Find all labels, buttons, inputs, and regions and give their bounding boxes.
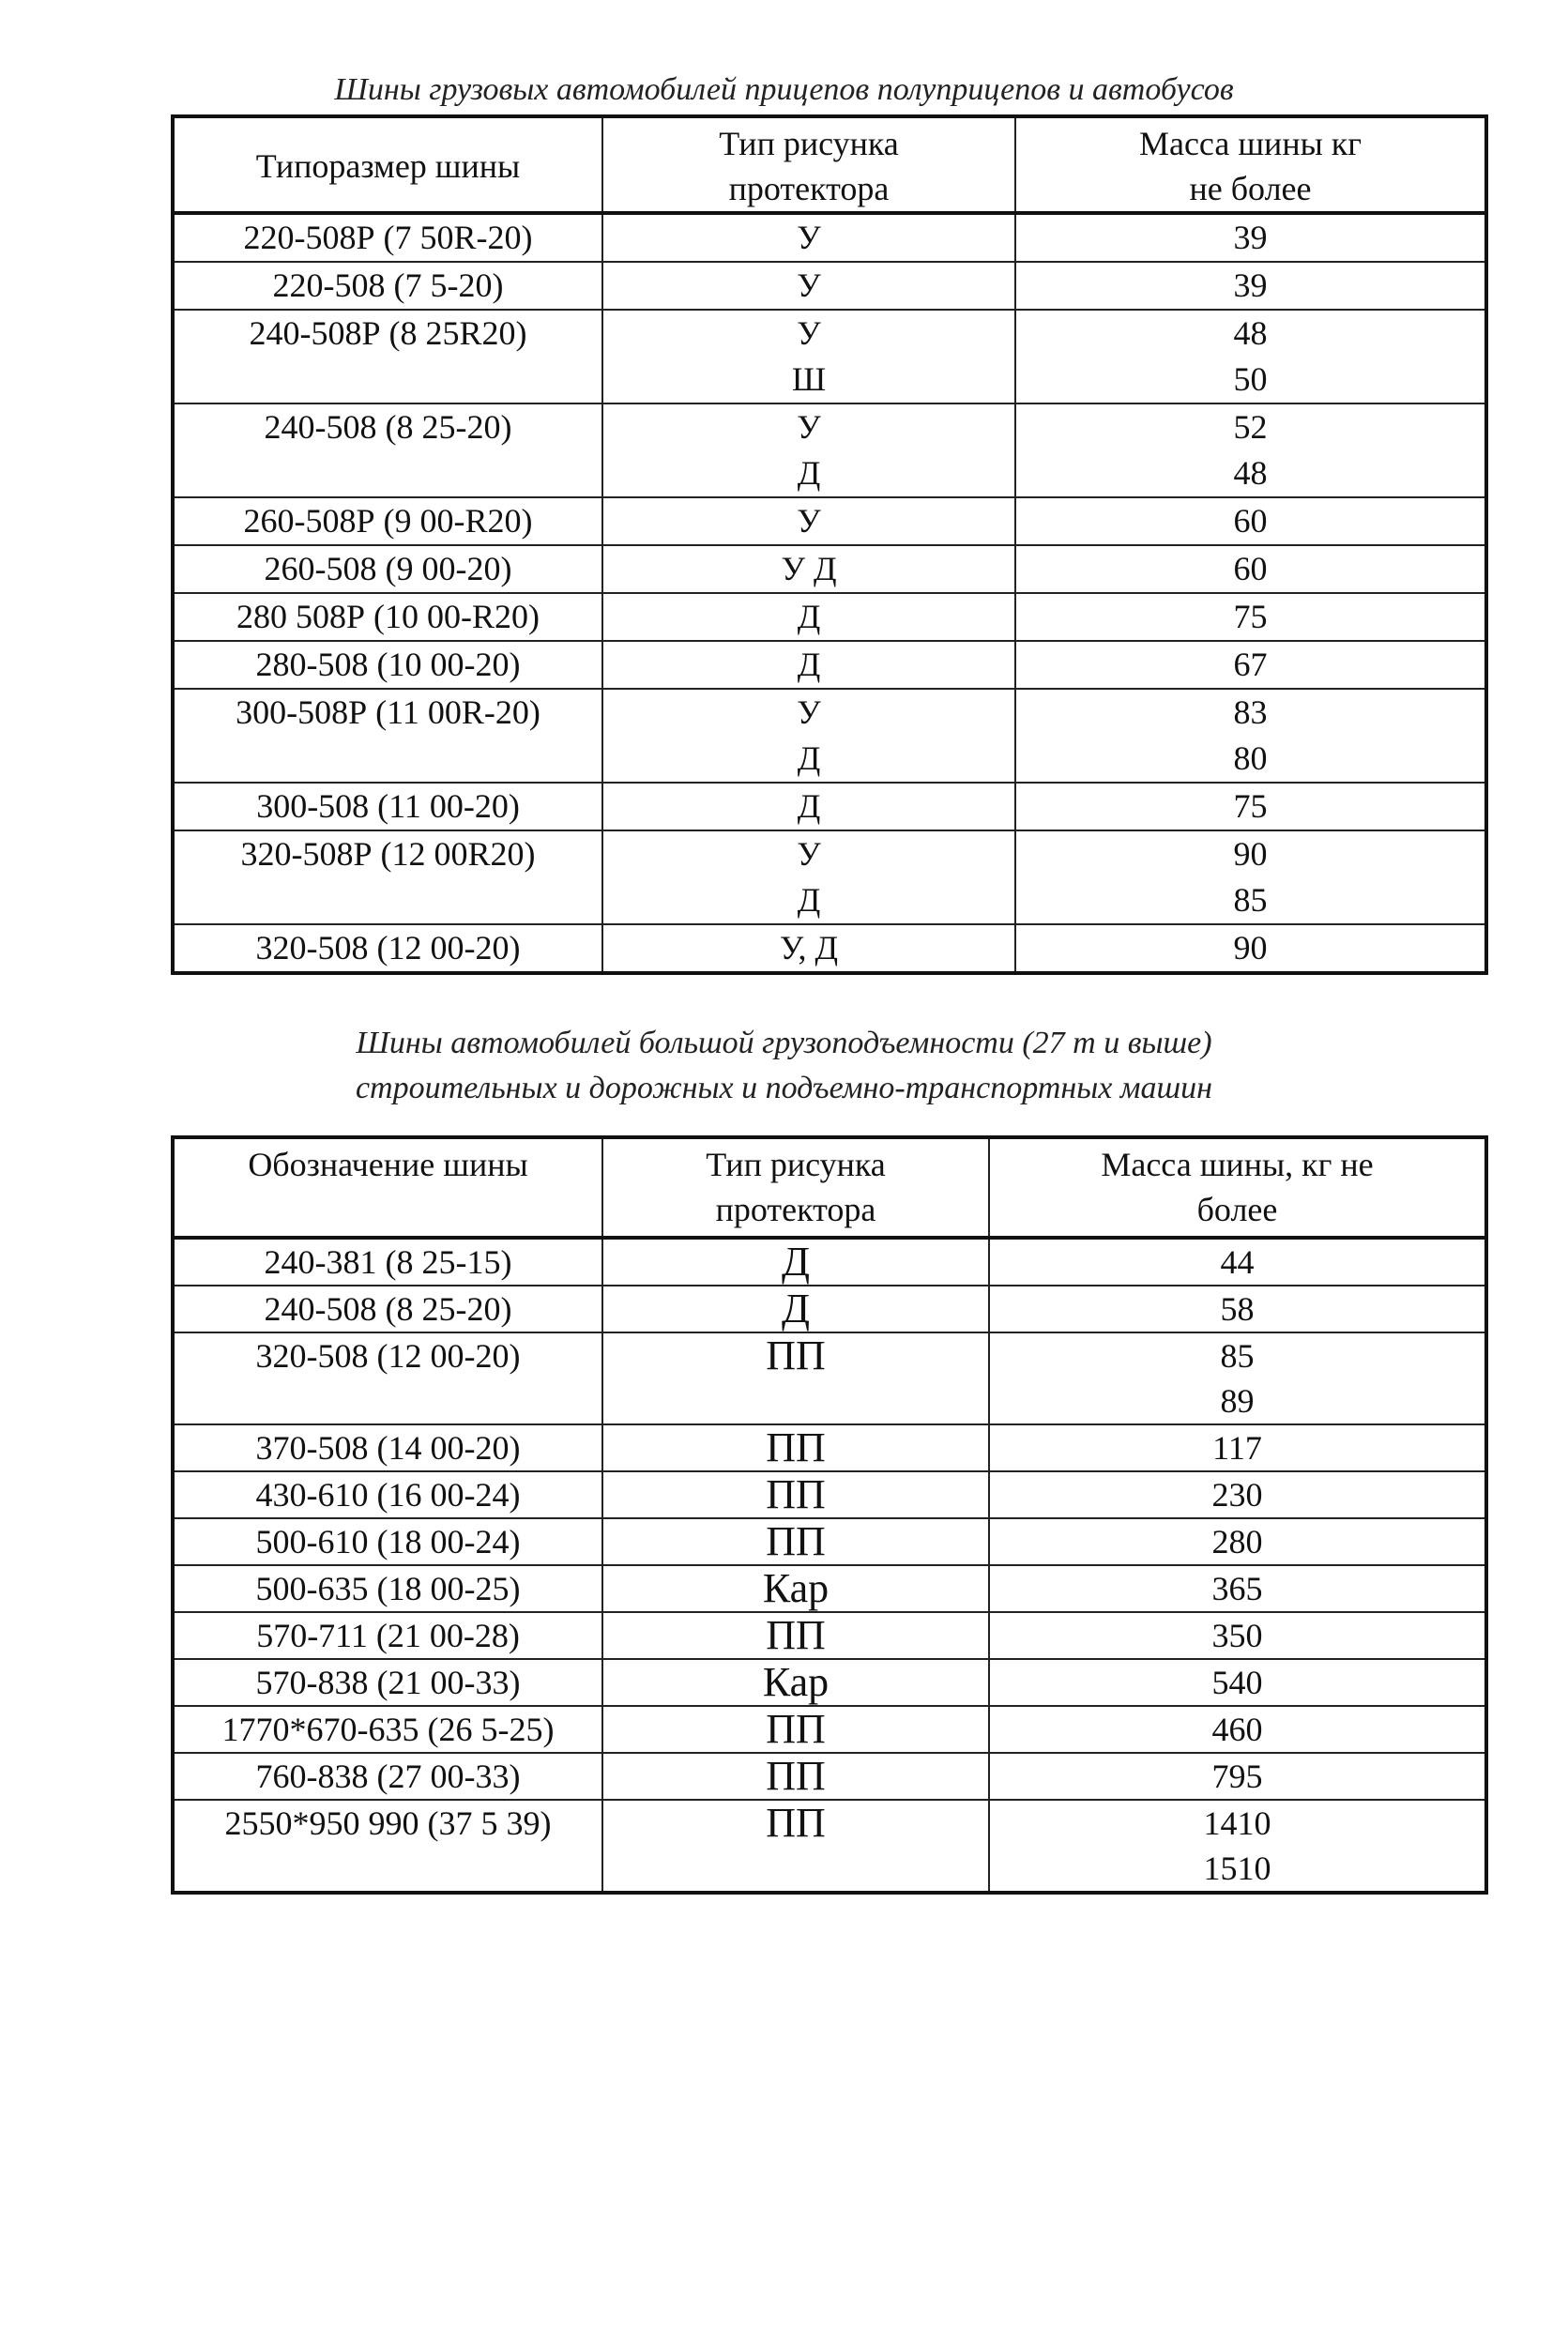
header-mass: Масса шины кг не более xyxy=(1015,116,1486,213)
mass-value: 39 xyxy=(1233,266,1268,304)
table1-caption: Шины грузовых автомобилей прицепов полуприцепов и автобусов xyxy=(334,72,1234,107)
tread-type-value: ПП xyxy=(766,1518,826,1564)
mass-value: 460 xyxy=(1211,1711,1263,1748)
heavy-vehicles-tire-table xyxy=(171,1135,1488,1895)
tire-size-cell: 240-381 (8 25-15) xyxy=(173,1238,602,1286)
table-row xyxy=(173,1424,1486,1471)
table-row xyxy=(173,924,1486,973)
table-body xyxy=(173,213,1486,973)
mass-value: 230 xyxy=(1211,1476,1263,1514)
mass-cell xyxy=(1015,545,1486,593)
table-row xyxy=(173,1706,1486,1753)
tread-type-cell xyxy=(602,830,1015,924)
tire-size-cell: 260-508 (9 00-20) xyxy=(173,545,602,593)
mass-cell xyxy=(1015,641,1486,689)
table-row xyxy=(173,497,1486,545)
mass-value: 44 xyxy=(1220,1243,1255,1281)
header-tread-type: Тип рисунка протектора xyxy=(602,1137,989,1238)
mass-value: 52 xyxy=(1233,408,1268,446)
tire-size-cell: 260-508Р (9 00-R20) xyxy=(173,497,602,545)
table-header-row xyxy=(173,116,1486,213)
table-row xyxy=(173,310,1486,403)
header-mass: Масса шины, кг не более xyxy=(989,1137,1486,1238)
table-row xyxy=(173,1238,1486,1286)
tire-size-cell: 2550*950 990 (37 5 39) xyxy=(173,1800,602,1893)
mass-value: 75 xyxy=(1233,598,1268,635)
tread-type-value: ПП xyxy=(766,1753,826,1799)
tread-type-cell xyxy=(602,403,1015,497)
header-size: Типоразмер шины xyxy=(173,116,602,213)
mass-cell xyxy=(1015,689,1486,783)
tire-size-cell: 500-635 (18 00-25) xyxy=(173,1565,602,1612)
tread-type-value: ПП xyxy=(766,1800,826,1846)
tread-type-value: Д xyxy=(797,646,821,683)
tread-type-value: ПП xyxy=(766,1424,826,1470)
tread-type-value: ПП xyxy=(766,1612,826,1658)
mass-value: 90 xyxy=(1233,835,1268,873)
table-row xyxy=(173,1659,1486,1706)
tread-type-cell xyxy=(602,593,1015,641)
table-row xyxy=(173,1332,1486,1424)
mass-cell xyxy=(989,1424,1486,1471)
mass-cell xyxy=(1015,830,1486,924)
tread-type-cell xyxy=(602,1800,989,1893)
table-row xyxy=(173,1518,1486,1565)
table-row xyxy=(173,1286,1486,1332)
tread-type-value: У xyxy=(797,693,821,731)
tread-type-cell xyxy=(602,1518,989,1565)
header-tread-type: Тип рисунка протектора xyxy=(602,116,1015,213)
mass-value: 60 xyxy=(1233,550,1268,587)
mass-value: 1410 xyxy=(1203,1804,1271,1842)
mass-value: 85 xyxy=(1220,1337,1255,1375)
mass-cell xyxy=(989,1238,1486,1286)
tread-type-cell xyxy=(602,689,1015,783)
tread-type-value: У xyxy=(797,314,821,352)
mass-value: 365 xyxy=(1211,1570,1263,1607)
tire-size-cell: 1770*670-635 (26 5-25) xyxy=(173,1706,602,1753)
tread-type-cell xyxy=(602,1565,989,1612)
table2-caption-line1: Шины автомобилей большой грузоподъемности (27 т и выше) xyxy=(356,1026,1212,1060)
tread-type-value: Д xyxy=(797,787,821,825)
tread-type-value: Ш xyxy=(791,360,827,398)
tread-type-cell xyxy=(602,1753,989,1800)
mass-value: 83 xyxy=(1233,693,1268,731)
table-row xyxy=(173,593,1486,641)
table-row xyxy=(173,1471,1486,1518)
tire-size-cell: 320-508Р (12 00R20) xyxy=(173,830,602,924)
tread-type-value: Д xyxy=(797,739,821,777)
tread-type-value: ПП xyxy=(766,1471,826,1517)
tread-type-value: Д xyxy=(781,1239,810,1285)
mass-value: 280 xyxy=(1211,1523,1263,1560)
mass-cell xyxy=(1015,310,1486,403)
mass-cell xyxy=(989,1659,1486,1706)
tread-type-cell xyxy=(602,641,1015,689)
tread-type-value: У, Д xyxy=(779,929,839,967)
table-row xyxy=(173,1565,1486,1612)
table-row xyxy=(173,1753,1486,1800)
tread-type-cell xyxy=(602,1706,989,1753)
mass-cell xyxy=(989,1800,1486,1893)
mass-value: 350 xyxy=(1211,1617,1263,1654)
tread-type-value: Д xyxy=(797,598,821,635)
table-row xyxy=(173,641,1486,689)
mass-cell xyxy=(1015,403,1486,497)
mass-value: 540 xyxy=(1211,1664,1263,1701)
tire-size-cell: 280-508 (10 00-20) xyxy=(173,641,602,689)
tread-type-value: У xyxy=(797,408,821,446)
tread-type-cell xyxy=(602,783,1015,830)
mass-value: 48 xyxy=(1233,454,1268,492)
tread-type-value: Кар xyxy=(762,1565,830,1611)
tread-type-value: У xyxy=(797,835,821,873)
tread-type-cell xyxy=(602,1659,989,1706)
tread-type-cell xyxy=(602,310,1015,403)
tire-size-cell: 320-508 (12 00-20) xyxy=(173,924,602,973)
tread-type-cell xyxy=(602,213,1015,262)
tread-type-value: Д xyxy=(797,454,821,492)
tread-type-cell xyxy=(602,1238,989,1286)
tread-type-cell xyxy=(602,545,1015,593)
table2-caption-line2: строительных и дорожных и подъемно-транспортных машин xyxy=(355,1071,1213,1105)
tire-size-cell: 220-508Р (7 50R-20) xyxy=(173,213,602,262)
mass-cell xyxy=(1015,924,1486,973)
tread-type-value: У xyxy=(797,502,821,540)
tread-type-cell xyxy=(602,497,1015,545)
tread-type-value: Кар xyxy=(762,1659,830,1705)
table-row xyxy=(173,830,1486,924)
mass-value: 80 xyxy=(1233,739,1268,777)
tread-type-cell xyxy=(602,1332,989,1424)
table-header-row xyxy=(173,1137,1486,1238)
mass-cell xyxy=(989,1565,1486,1612)
tread-type-cell xyxy=(602,1471,989,1518)
table-row xyxy=(173,689,1486,783)
tire-size-cell: 240-508 (8 25-20) xyxy=(173,403,602,497)
table-row xyxy=(173,783,1486,830)
tread-type-value: У xyxy=(797,266,821,304)
mass-value: 39 xyxy=(1233,219,1268,256)
mass-value: 795 xyxy=(1211,1758,1263,1795)
tread-type-cell xyxy=(602,262,1015,310)
tread-type-cell xyxy=(602,924,1015,973)
mass-value: 75 xyxy=(1233,787,1268,825)
table-row xyxy=(173,213,1486,262)
tire-size-cell: 300-508 (11 00-20) xyxy=(173,783,602,830)
mass-cell xyxy=(989,1518,1486,1565)
tread-type-value: ПП xyxy=(766,1332,826,1378)
mass-cell xyxy=(1015,213,1486,262)
tire-size-cell: 370-508 (14 00-20) xyxy=(173,1424,602,1471)
header-designation: Обозначение шины xyxy=(173,1137,602,1238)
mass-value: 90 xyxy=(1233,929,1268,967)
mass-cell xyxy=(989,1332,1486,1424)
mass-value: 1510 xyxy=(1203,1850,1271,1887)
table-row xyxy=(173,1612,1486,1659)
mass-cell xyxy=(1015,593,1486,641)
tread-type-value: Д xyxy=(797,881,821,919)
mass-cell xyxy=(989,1471,1486,1518)
mass-cell xyxy=(989,1706,1486,1753)
mass-value: 89 xyxy=(1220,1382,1255,1420)
tire-size-cell: 240-508Р (8 25R20) xyxy=(173,310,602,403)
tread-type-value: Д xyxy=(781,1286,810,1332)
mass-cell xyxy=(1015,262,1486,310)
trucks-tire-table xyxy=(171,114,1488,975)
table-row xyxy=(173,545,1486,593)
tire-size-cell: 760-838 (27 00-33) xyxy=(173,1753,602,1800)
mass-cell xyxy=(989,1753,1486,1800)
tire-size-cell: 300-508Р (11 00R-20) xyxy=(173,689,602,783)
tread-type-value: ПП xyxy=(766,1706,826,1752)
table-row xyxy=(173,1800,1486,1893)
mass-value: 85 xyxy=(1233,881,1268,919)
tire-size-cell: 240-508 (8 25-20) xyxy=(173,1286,602,1332)
tire-size-cell: 280 508Р (10 00-R20) xyxy=(173,593,602,641)
tire-size-cell: 220-508 (7 5-20) xyxy=(173,262,602,310)
table-row xyxy=(173,403,1486,497)
tread-type-cell xyxy=(602,1612,989,1659)
tire-size-cell: 320-508 (12 00-20) xyxy=(173,1332,602,1424)
mass-value: 58 xyxy=(1220,1290,1255,1328)
tire-size-cell: 570-711 (21 00-28) xyxy=(173,1612,602,1659)
mass-value: 67 xyxy=(1233,646,1268,683)
mass-cell xyxy=(1015,497,1486,545)
mass-value: 48 xyxy=(1233,314,1268,352)
mass-value: 117 xyxy=(1212,1429,1262,1467)
mass-cell xyxy=(989,1286,1486,1332)
mass-value: 50 xyxy=(1233,360,1268,398)
mass-value: 60 xyxy=(1233,502,1268,540)
table-row xyxy=(173,262,1486,310)
tire-size-cell: 430-610 (16 00-24) xyxy=(173,1471,602,1518)
tread-type-cell xyxy=(602,1286,989,1332)
tire-size-cell: 500-610 (18 00-24) xyxy=(173,1518,602,1565)
table-body xyxy=(173,1238,1486,1893)
mass-cell xyxy=(989,1612,1486,1659)
mass-cell xyxy=(1015,783,1486,830)
tread-type-value: У Д xyxy=(781,550,837,587)
tread-type-value: У xyxy=(797,219,821,256)
tread-type-cell xyxy=(602,1424,989,1471)
tire-size-cell: 570-838 (21 00-33) xyxy=(173,1659,602,1706)
